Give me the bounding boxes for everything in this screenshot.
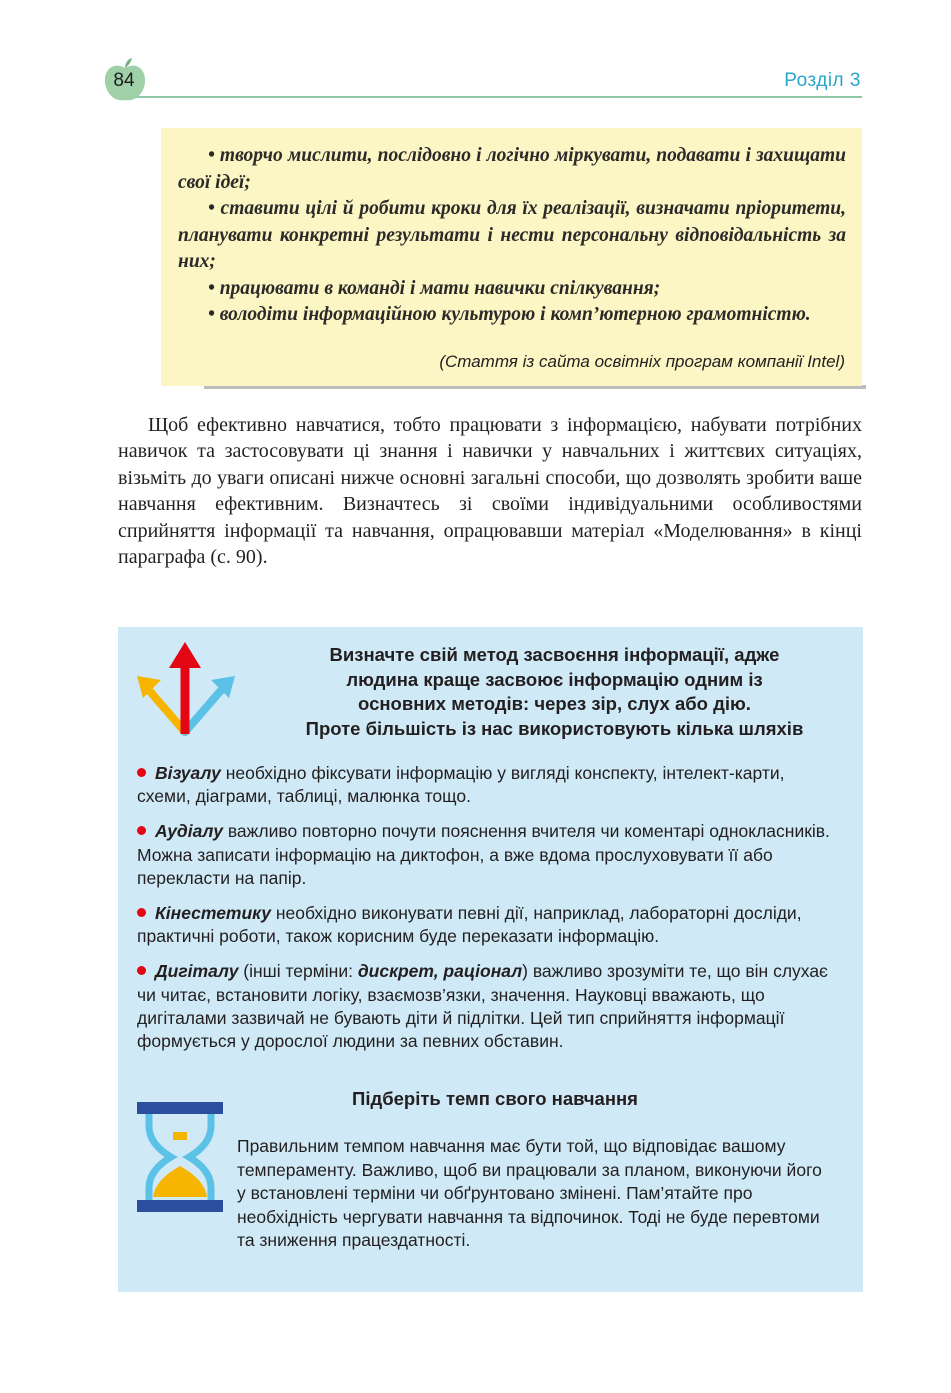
method-inner-term: дискрет, раціонал [357, 961, 523, 982]
quote-item: • володіти інформаційною культурою і комп’ютерною грамотністю. [208, 304, 811, 325]
methods-heading-line: Проте більшість із нас використовують кілька шляхів [305, 717, 804, 739]
methods-heading-line: основних методів: через зір, слух або дію. [358, 693, 751, 714]
page-number: 84 [113, 70, 135, 91]
main-paragraph: Щоб ефективно навчатися, тобто працювати з інформацією, набувати потрібних навичок та застосовувати ці знання і навички у навчальних і життєвих ситуаціях, візьміть до уваги описані нижче основні загальні способи, що дозволять зробити ваше навчання ефективним. Визначтесь зі своїми індивідуальними особливостями сприйняття інформації та навчання, опрацювавши матеріал «Моделювання» в кінці параграфа (с. 90). [118, 414, 862, 569]
method-text: ) важливо зрозуміти те, що він слухає чи читає, встановити логіку, взаємозв’язки, значення. Науковці вважають, що дигіталами зазвичай не бувають діти й підлітки. Цей тип сприйняття інформації формується у дорослої людини за певних обставин. [137, 961, 828, 1052]
bullet-dot [137, 908, 146, 917]
method-term: Аудіалу [155, 821, 223, 842]
hourglass-icon [137, 1102, 223, 1212]
method-text: необхідно виконувати певні дії, наприклад, лабораторні досліди, практичні роботи, також корисним буде переказати інформацію. [137, 903, 802, 947]
quote-item: • творчо мислити, послідовно і логічно міркувати, подавати і захищати свої ідеї; [178, 145, 846, 193]
method-term: Кінестетику [155, 903, 271, 924]
method-audial [137, 820, 837, 890]
three-arrows-icon [133, 640, 239, 740]
tempo-text: Правильним темпом навчання має бути той, що відповідає вашому темпераменту. Важливо, щоб ви працювали за планом, виконуючи його у встановлені терміни чи обґрунтовано змінені. Пам’ятайте про необхідність чергувати навчання та відпочинок. Тоді не буде перевтоми та зниження працездатності. [237, 1136, 822, 1251]
methods-heading-line: людина краще засвоює інформацію одним із [346, 668, 763, 690]
method-text: важливо повторно почути пояснення вчителя чи коментарі однокласників. Можна записати інформацію на диктофон, а вже вдома прослуховувати її або перекласти на папір. [137, 821, 830, 888]
tempo-heading: Підберіть темп свого навчання [352, 1088, 638, 1109]
header-rule [130, 96, 862, 98]
bullet-dot [137, 966, 146, 975]
methods-list [137, 762, 837, 1065]
section-label: Розділ 3 [784, 70, 861, 91]
quote-source: (Стаття із сайта освітніх програм компанії Intel) [439, 352, 845, 371]
quote-item: • працювати в команді і мати навички спілкування; [208, 277, 661, 299]
methods-heading-line: Визначте свій метод засвоєння інформації, адже [329, 644, 780, 665]
method-term: Дигіталу [155, 961, 239, 982]
quote-item: • ставити цілі й робити кроки для їх реалізації, визначати пріоритети, планувати конкретні результати і нести персональну відповідальність за них; [178, 198, 846, 272]
bullet-dot [137, 826, 146, 835]
method-digital [137, 960, 837, 1053]
method-term: Візуалу [155, 763, 221, 783]
method-kinesthetic [137, 902, 837, 948]
quote-list [178, 143, 846, 329]
method-text-before: (інші терміни: [238, 961, 358, 982]
method-text: необхідно фіксувати інформацію у вигляді конспекту, інтелект-карти, схеми, діаграми, таблиці, малюнка тощо. [137, 763, 785, 807]
bullet-dot [137, 768, 146, 777]
methods-heading [262, 643, 847, 741]
method-visual [137, 762, 837, 808]
